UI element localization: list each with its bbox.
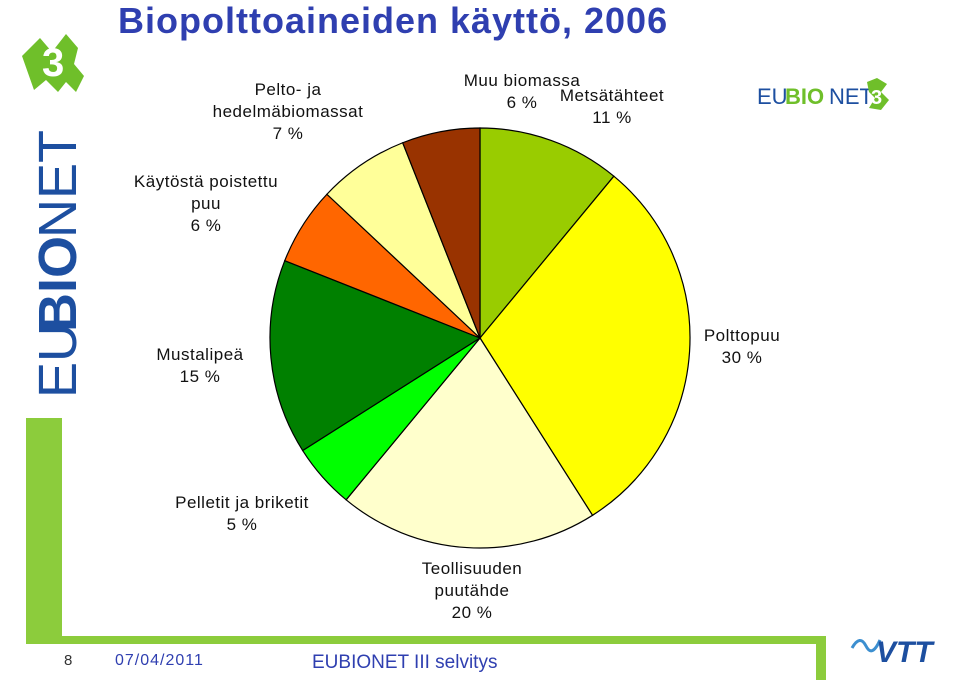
- slice-label-5-line-0: Käytöstä poistettu: [133, 172, 279, 191]
- pie-slices: [270, 128, 690, 548]
- slice-label-5-line-2: 6 %: [190, 216, 222, 235]
- slice-label-2: [422, 559, 523, 622]
- side-logo-mark: 3: [42, 41, 65, 85]
- footer-title: EUBIONET III selvitys: [312, 652, 498, 673]
- slice-label-0-line-1: 11 %: [592, 108, 632, 127]
- slice-label-7-line-0: Muu biomassa: [463, 71, 581, 90]
- top-logo-bio: BIO: [785, 84, 825, 109]
- slice-label-5: [134, 172, 278, 235]
- slice-label-4: [156, 345, 243, 386]
- side-logo-net: NET: [28, 130, 88, 238]
- slice-label-6-line-2: 7 %: [272, 124, 304, 143]
- top-logo-mark: 3: [871, 87, 883, 109]
- slice-label-2-line-1: puutähde: [434, 581, 510, 600]
- slice-label-6: [213, 80, 364, 143]
- side-logo-bio: BIO: [28, 235, 88, 332]
- slice-label-6-line-1: hedelmäbiomassat: [212, 102, 364, 121]
- slice-label-6-line-0: Pelto- ja: [254, 80, 322, 99]
- slice-label-1-line-1: 30 %: [721, 348, 763, 367]
- slice-label-4-line-0: Mustalipeä: [156, 345, 244, 364]
- slice-label-7-line-1: 6 %: [506, 93, 538, 112]
- slice-label-3: [175, 493, 309, 534]
- slice-label-2-line-2: 20 %: [451, 603, 493, 622]
- slice-label-1: [704, 326, 780, 367]
- slice-label-3-line-1: 5 %: [226, 515, 258, 534]
- vtt-logo-text: VTT: [876, 636, 933, 666]
- top-logo-net: NET: [829, 84, 873, 109]
- chart-title: Biopolttoaineiden käyttö, 2006: [118, 0, 669, 41]
- slice-label-1-line-0: Polttopuu: [703, 326, 781, 345]
- slice-label-2-line-0: Teollisuuden: [421, 559, 523, 578]
- slice-label-5-line-1: puu: [191, 194, 221, 213]
- top-logo-eu: EU: [757, 84, 788, 109]
- footer-page-number: 8: [64, 652, 73, 669]
- slice-label-4-line-1: 15 %: [179, 367, 221, 386]
- slice-label-3-line-0: Pelletit ja briketit: [175, 493, 309, 512]
- footer-date: 07/04/2011: [115, 652, 204, 669]
- slice-label-0-line-0: Metsätähteet: [559, 86, 665, 105]
- side-logo-eu: EU: [28, 322, 88, 398]
- slice-label-0: [560, 86, 664, 127]
